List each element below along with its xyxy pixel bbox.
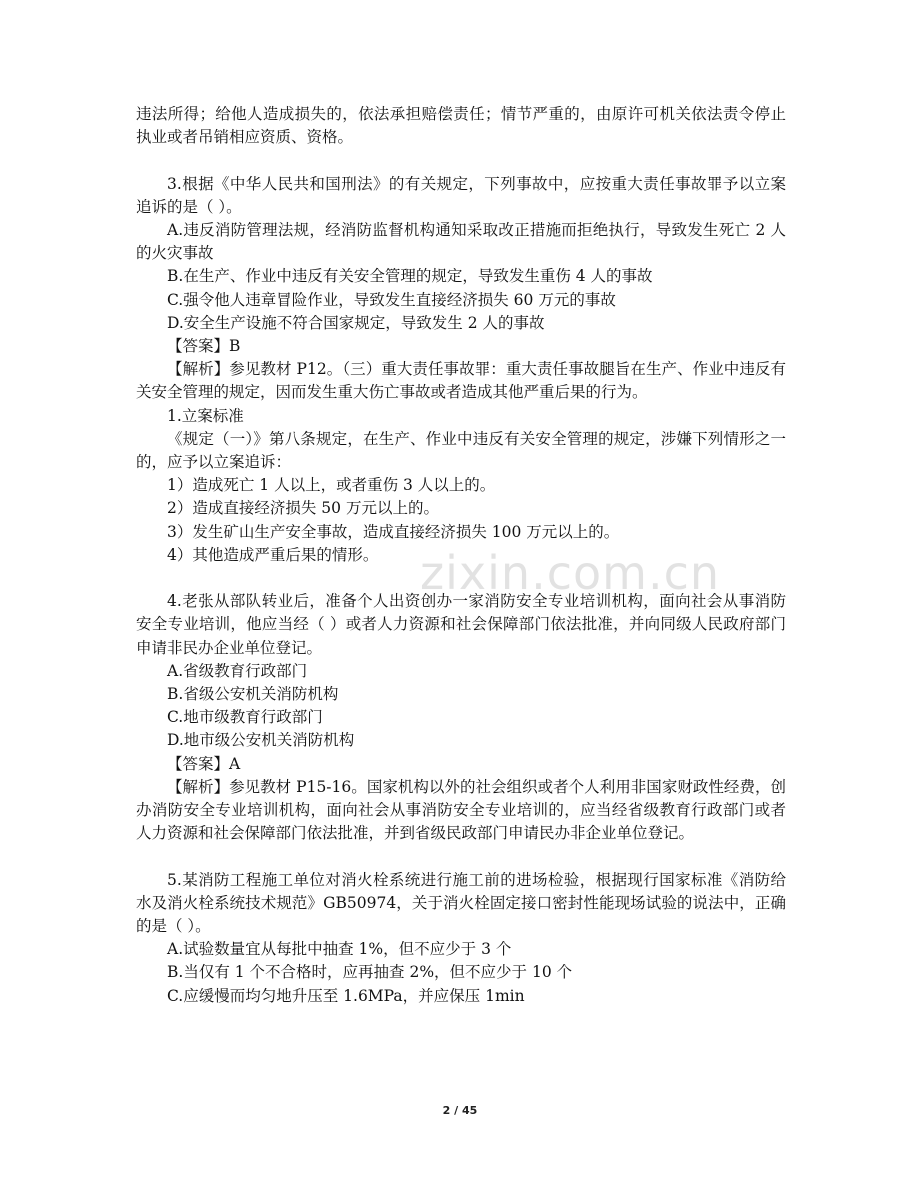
text-paragraph: B.当仅有 1 个不合格时，应再抽查 2%，但不应少于 10 个 (167, 963, 573, 982)
paragraph-spacer (136, 567, 786, 590)
text-paragraph: D.地市级公安机关消防机构 (167, 731, 355, 750)
text-paragraph: C.地市级教育行政部门 (167, 708, 323, 727)
watermark-text: zixin.com.cn (420, 546, 721, 600)
text-paragraph: 3）发生矿山生产安全事故，造成直接经济损失 100 万元以上的。 (167, 522, 620, 541)
answer-paragraph: 【解析】参见教材 P15-16。国家机构以外的社会组织或者个人利用非国家财政性经费，创办消防安全专业培训机构，面向社会从事消防安全专业培训的，应当经省级教育行政部门或者人力资源和社会保障部门依法批准，并到省级民政部门申请民办非企业单位登记。 (136, 777, 786, 843)
text-paragraph: A.违反消防管理法规，经消防监督机构通知采取改正措施而拒绝执行，导致发生死亡 2 人的火灾事故 (136, 221, 786, 263)
text-paragraph: 5.某消防工程施工单位对消火栓系统进行施工前的进场检验，根据现行国家标准《消防给水及消火栓系统技术规范》GB50974，关于消火栓固定接口密封性能现场试验的说法中，正确的是（ ）。 (136, 870, 786, 936)
text-paragraph: C.强令他人违章冒险作业，导致发生直接经济损失 60 万元的事故 (167, 290, 616, 309)
document-body (136, 103, 786, 1008)
answer-paragraph: 【解析】参见教材 P12。（三）重大责任事故罪：重大责任事故腿旨在生产、作业中违反有关安全管理的规定，因而发生重大伤亡事故或者造成其他严重后果的行为。 (136, 360, 786, 402)
answer-paragraph: 【答案】A (167, 754, 241, 773)
text-paragraph: B.省级公安机关消防机构 (167, 685, 339, 704)
text-paragraph: 4）其他造成严重后果的情形。 (167, 545, 379, 564)
answer-paragraph: 【答案】B (167, 337, 241, 356)
text-paragraph: 1.立案标准 (167, 406, 244, 425)
text-paragraph: 2）造成直接经济损失 50 万元以上的。 (167, 499, 439, 518)
text-paragraph: 违法所得；给他人造成损失的，依法承担赔偿责任；情节严重的，由原许可机关依法责令停止执业或者吊销相应资质、资格。 (136, 105, 786, 147)
text-paragraph: C.应缓慢而均匀地升压至 1.6MPa，并应保压 1min (167, 986, 525, 1005)
paragraph-spacer (136, 149, 786, 172)
paragraph-spacer (136, 845, 786, 868)
text-paragraph: 4.老张从部队转业后，准备个人出资创办一家消防安全专业培训机构，面向社会从事消防安全专业培训，他应当经（ ）或者人力资源和社会保障部门依法批准，并向同级人民政府部门申请非民办企业单位登记。 (136, 592, 786, 657)
text-paragraph: 3.根据《中华人民共和国刑法》的有关规定，下列事故中，应按重大责任事故罪予以立案追诉的是（ ）。 (136, 174, 786, 216)
text-paragraph: B.在生产、作业中违反有关安全管理的规定，导致发生重伤 4 人的事故 (167, 267, 653, 286)
text-paragraph: 1）造成死亡 1 人以上，或者重伤 3 人以上的。 (167, 476, 496, 495)
text-paragraph: D.安全生产设施不符合国家规定，导致发生 2 人的事故 (167, 313, 545, 332)
text-paragraph: A.省级教育行政部门 (167, 661, 308, 680)
page-number: 2 / 45 (442, 1104, 478, 1117)
text-paragraph: 《规定（一）》第八条规定，在生产、作业中违反有关安全管理的规定，涉嫌下列情形之一的，应予以立案追诉： (136, 429, 786, 472)
text-paragraph: A.试验数量宜从每批中抽查 1%，但不应少于 3 个 (167, 940, 512, 959)
